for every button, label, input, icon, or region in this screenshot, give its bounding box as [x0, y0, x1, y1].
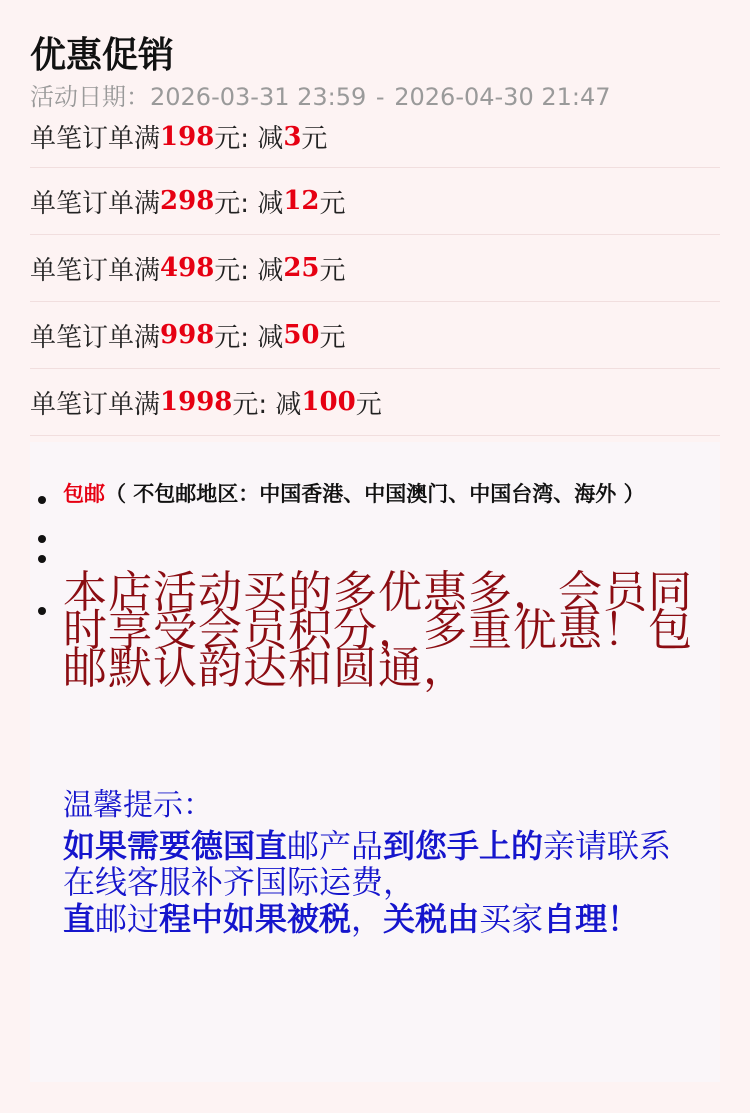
rule-mid: 元: 减 — [232, 389, 302, 420]
discount-rule — [30, 369, 720, 436]
tip-text: 亲请联系在线客服补齐国际运费， — [63, 827, 672, 901]
free-shipping-label: 包邮 — [63, 481, 105, 506]
free-shipping-note — [63, 481, 693, 506]
tip-shipping-note — [63, 828, 693, 900]
rule-prefix: 单笔订单满 — [30, 188, 161, 219]
list-bullet — [38, 607, 46, 615]
rule-mid: 元: 减 — [214, 124, 284, 154]
list-bullet — [38, 555, 46, 563]
free-shipping-excluded: （ 不包邮地区：中国香港、中国澳门、中国台湾、海外 ） — [105, 481, 645, 506]
tip-text: 邮产品 — [287, 827, 384, 865]
tip-text: 直 — [63, 900, 96, 938]
rule-discount: 100 — [301, 387, 356, 417]
promo-description: 本店活动买的多优惠多，会员同时享受会员积分，多重优惠！包邮默认韵达和圆通， — [63, 567, 693, 694]
discount-rule — [30, 235, 720, 302]
tip-text: ， — [351, 900, 384, 938]
rule-suffix: 元 — [319, 322, 346, 353]
promo-detail-panel — [30, 442, 720, 1082]
discount-rules-list — [30, 106, 720, 436]
date-label: 活动日期： — [30, 83, 150, 111]
rule-mid: 元: 减 — [214, 322, 284, 353]
rule-mid: 元: 减 — [214, 188, 284, 219]
rule-mid: 元: 减 — [214, 255, 284, 286]
discount-rule — [30, 302, 720, 369]
rule-prefix: 单笔订单满 — [30, 124, 161, 154]
tip-text: 买家 — [479, 900, 544, 938]
tip-text: 邮过 — [95, 900, 160, 938]
rule-suffix: 元 — [355, 389, 382, 420]
tip-tax-note — [63, 900, 693, 938]
rule-threshold: 198 — [160, 121, 215, 152]
rule-discount: 12 — [283, 186, 320, 216]
rule-prefix: 单笔订单满 — [30, 322, 161, 353]
rule-suffix: 元 — [319, 255, 346, 286]
rule-suffix: 元 — [319, 188, 346, 219]
tip-text: 自理！ — [543, 900, 640, 938]
rule-suffix: 元 — [301, 124, 328, 154]
discount-rule — [30, 168, 720, 235]
tip-text: 关税由 — [383, 900, 480, 938]
date-separator: - — [375, 83, 385, 111]
rule-discount: 50 — [283, 320, 320, 350]
rule-threshold: 998 — [160, 320, 215, 350]
rule-prefix: 单笔订单满 — [30, 255, 161, 286]
date-start: 2026-03-31 23:59 — [150, 83, 367, 111]
tip-text: 到您手上的 — [383, 827, 544, 865]
date-end: 2026-04-30 21:47 — [394, 83, 611, 111]
rule-discount: 25 — [283, 253, 320, 283]
rule-discount: 3 — [283, 121, 302, 152]
discount-rule — [30, 106, 720, 168]
rule-threshold: 498 — [160, 253, 215, 283]
tip-text: 程中如果被税 — [159, 900, 352, 938]
list-bullet — [38, 535, 46, 543]
tip-title: 温馨提示： — [63, 788, 213, 823]
tip-text: 如果需要德国直 — [63, 827, 288, 865]
rule-prefix: 单笔订单满 — [30, 389, 161, 420]
rule-threshold: 298 — [160, 186, 215, 216]
list-bullet — [38, 496, 46, 504]
page-title: 优惠促销 — [30, 35, 175, 76]
rule-threshold: 1998 — [160, 387, 233, 417]
